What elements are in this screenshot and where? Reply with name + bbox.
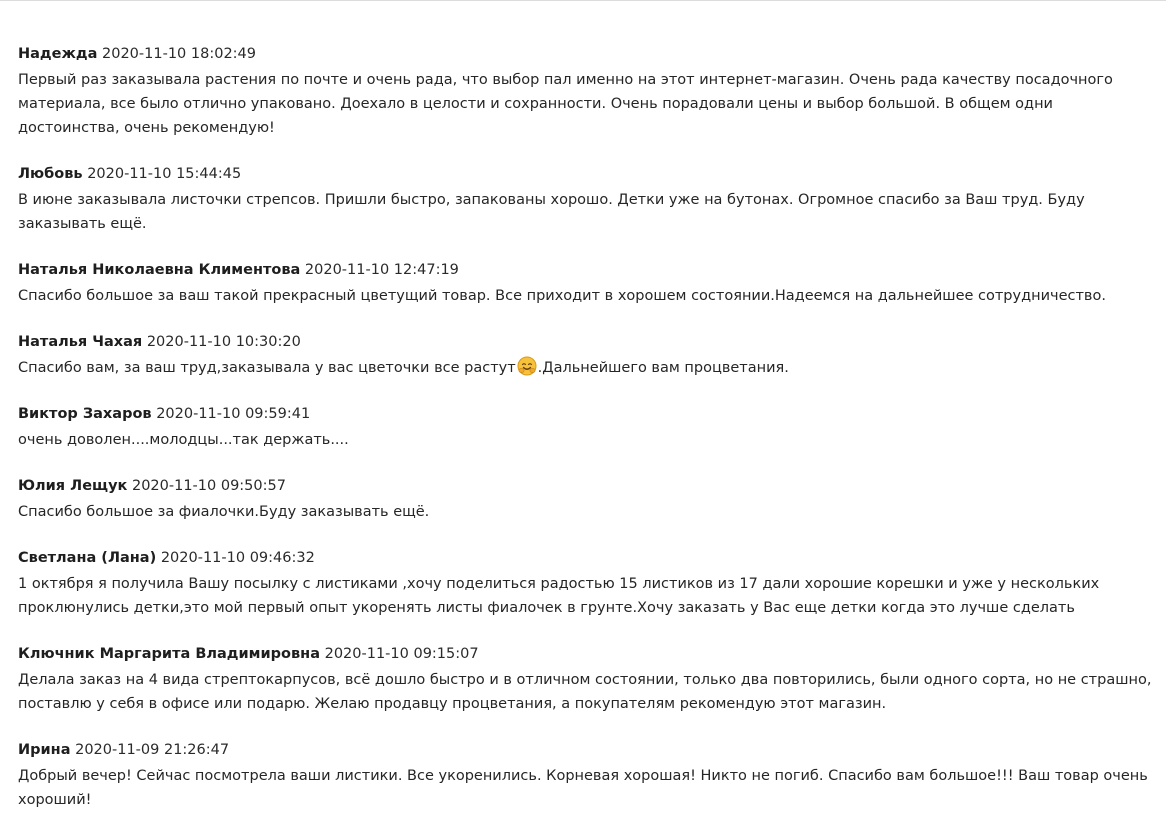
- review-item: [18, 332, 1158, 380]
- review-header: [18, 332, 1158, 352]
- review-date: 2020-11-10 09:15:07: [324, 646, 479, 662]
- review-header: [18, 404, 1158, 424]
- review-text: Добрый вечер! Сейчас посмотрела ваши листики. Все укоренились. Корневая хорошая! Никто не погиб. Спасибо вам большое!!! Ваш товар очень хороший!: [18, 768, 1148, 808]
- review-text: очень доволен....молодцы...так держать....: [18, 432, 349, 448]
- review-text-after: .Дальнейшего вам процветания.: [537, 360, 789, 376]
- review-header: [18, 164, 1158, 184]
- review-text-before: Спасибо вам, за ваш труд,заказывала у вас цветочки все растут: [18, 360, 516, 376]
- review-author: Светлана (Лана): [18, 550, 157, 566]
- review-item: [18, 476, 1158, 524]
- top-divider: [0, 0, 1166, 1]
- review-text: В июне заказывала листочки стрепсов. Пришли быстро, запакованы хорошо. Детки уже на бутонах. Огромное спасибо за Ваш труд. Буду заказывать ещё.: [18, 192, 1085, 232]
- review-author: Ключник Маргарита Владимировна: [18, 646, 320, 662]
- review-item: [18, 404, 1158, 452]
- review-text: Делала заказ на 4 вида стрептокарпусов, всё дошло быстро и в отличном состоянии, только два повторились, были одного сорта, но не страшно, поставлю у себя в офисе или подарю. Желаю продавцу процветания, а покупателям рекомендую этот магазин.: [18, 672, 1152, 712]
- review-author: Любовь: [18, 166, 83, 182]
- reviews-list: [18, 44, 1158, 836]
- hugging-face-icon: [517, 356, 537, 376]
- review-header: [18, 44, 1158, 64]
- review-text: Первый раз заказывала растения по почте и очень рада, что выбор пал именно на этот интернет-магазин. Очень рада качеству посадочного материала, все было отлично упаковано. Доехало в целости и сохранности. Очень порадовали цены и выбор большой. В общем одни достоинства, очень рекомендую!: [18, 72, 1113, 136]
- review-author: Надежда: [18, 46, 98, 62]
- review-author: Юлия Лещук: [18, 478, 128, 494]
- review-date: 2020-11-10 18:02:49: [102, 46, 256, 62]
- review-header: [18, 260, 1158, 280]
- review-author: Ирина: [18, 742, 71, 758]
- review-author: Наталья Чахая: [18, 334, 143, 350]
- review-text: [18, 356, 1158, 380]
- review-item: [18, 548, 1158, 620]
- review-date: 2020-11-10 09:50:57: [131, 478, 286, 494]
- review-text: 1 октября я получила Вашу посылку с листиками ,хочу поделиться радостью 15 листиков из 17 дали хорошие корешки и уже у нескольких проклюнулись детки,это мой первый опыт укоренять листы фиалочек в грунте.Хочу заказать у Вас еще детки когда это лучше сделать: [18, 576, 1100, 616]
- review-date: 2020-11-10 09:59:41: [156, 406, 311, 422]
- review-date: 2020-11-10 12:47:19: [304, 262, 459, 278]
- review-date: 2020-11-09 21:26:47: [75, 742, 230, 758]
- review-date: 2020-11-10 15:44:45: [87, 166, 242, 182]
- review-item: [18, 644, 1158, 716]
- review-header: [18, 476, 1158, 496]
- review-text: Спасибо большое за фиалочки.Буду заказывать ещё.: [18, 504, 430, 520]
- review-date: 2020-11-10 09:46:32: [160, 550, 315, 566]
- review-author: Наталья Николаевна Климентова: [18, 262, 301, 278]
- review-item: [18, 260, 1158, 308]
- review-item: [18, 740, 1158, 812]
- review-author: Виктор Захаров: [18, 406, 152, 422]
- review-header: [18, 740, 1158, 760]
- review-text: Спасибо большое за ваш такой прекрасный цветущий товар. Все приходит в хорошем состоянии.Надеемся на дальнейшее сотрудничество.: [18, 288, 1106, 304]
- review-item: [18, 164, 1158, 236]
- review-header: [18, 548, 1158, 568]
- review-item: [18, 44, 1158, 140]
- review-header: [18, 644, 1158, 664]
- review-date: 2020-11-10 10:30:20: [146, 334, 301, 350]
